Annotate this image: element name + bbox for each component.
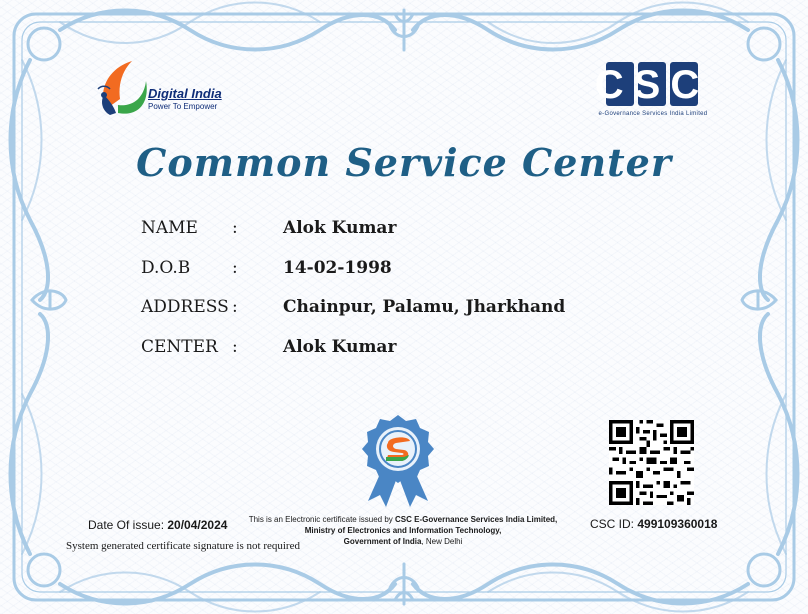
issuer-government: Government of India (343, 537, 422, 546)
address-value: Chainpur, Palamu, Jharkhand (283, 297, 566, 317)
center-label: CENTER (141, 337, 218, 357)
dob-value: 14-02-1998 (283, 258, 392, 278)
csc-id-value: 499109360018 (637, 517, 718, 531)
name-separator: : (232, 218, 238, 238)
issuer-ministry: Ministry of Electronics and Information Technology, (304, 526, 502, 535)
issue-date-label: Date Of issue: (88, 518, 165, 532)
csc-logo-letters: CSC (594, 63, 710, 107)
name-value: Alok Kumar (283, 218, 397, 238)
dob-label: D.O.B (141, 258, 191, 278)
center-value: Alok Kumar (283, 337, 397, 357)
csc-id-label: CSC ID: (590, 517, 635, 531)
issuer-statement (243, 514, 563, 547)
dob-separator: : (232, 258, 238, 278)
qr-code-icon (609, 420, 694, 505)
signature-note: System generated certificate signature is not required (66, 540, 300, 552)
digital-india-tagline: Power To Empower (148, 102, 218, 111)
digital-india-name: Digital India (148, 86, 222, 101)
address-separator: : (232, 297, 238, 317)
csc-id (590, 517, 717, 531)
certificate-badge-icon (358, 413, 438, 507)
issue-date-value: 20/04/2024 (167, 518, 228, 532)
issuer-org: CSC E-Governance Services India Limited, (395, 515, 558, 524)
name-label: NAME (141, 218, 198, 238)
issuer-prefix: This is an Electronic certificate issued by (248, 515, 393, 524)
csc-logo-icon (594, 62, 710, 107)
address-label: ADDRESS (141, 297, 229, 317)
certificate-title: Common Service Center (136, 140, 672, 185)
issuer-city: , New Delhi (421, 537, 463, 546)
center-separator: : (232, 337, 238, 357)
issue-date (88, 518, 227, 532)
digital-india-text (148, 86, 222, 111)
csc-subtitle: e-Governance Services India Limited (598, 111, 708, 117)
